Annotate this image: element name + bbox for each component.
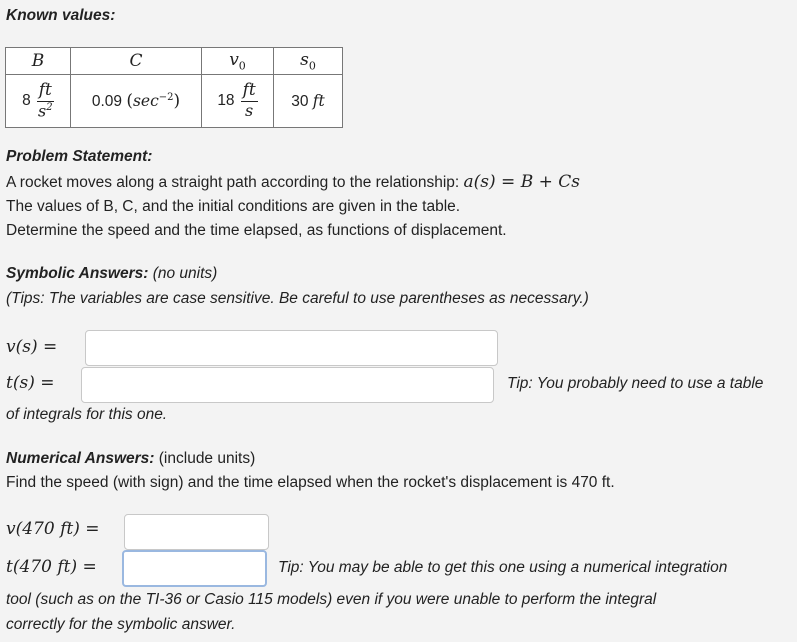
v-470-label: v(470 ft) = [6, 519, 100, 539]
v-470-input[interactable] [124, 514, 269, 550]
known-values-heading: Known values: [6, 7, 116, 24]
t-of-s-label: t(s) = [6, 373, 55, 393]
problem-line-2: The values of B, C, and the initial conditions are given in the table. [6, 198, 461, 215]
known-values-table [5, 47, 343, 128]
t-of-s-input[interactable] [81, 367, 494, 403]
header-b: B [6, 48, 71, 75]
v-of-s-label: v(s) = [6, 337, 58, 357]
value-s0: 30 ft [274, 75, 343, 128]
t-470-input[interactable] [122, 550, 267, 587]
numerical-tip-line-3: correctly for the symbolic answer. [6, 616, 236, 633]
numerical-tip-line-1: Tip: You may be able to get this one using a numerical integration [278, 559, 728, 576]
problem-line-3: Determine the speed and the time elapsed, as functions of displacement. [6, 222, 507, 239]
numerical-heading: Numerical Answers: (include units) [6, 450, 256, 467]
problem-heading: Problem Statement: [6, 148, 153, 165]
t-470-label: t(470 ft) = [6, 557, 97, 577]
symbolic-heading: Symbolic Answers: (no units) [6, 265, 218, 282]
symbolic-tips: (Tips: The variables are case sensitive. Be careful to use parentheses as necessary.) [6, 290, 589, 307]
problem-line-1: A rocket moves along a straight path according to the relationship: a(s) = B + Cs [6, 172, 580, 192]
header-v0: $v_0$ [202, 48, 274, 75]
value-c: 0.09 $(\sec^{-2})$ [71, 75, 202, 128]
numerical-instruction: Find the speed (with sign) and the time elapsed when the rocket's displacement is 470 ft. [6, 474, 615, 491]
value-v0: 18 $\frac{ft}{s}$ [202, 75, 274, 128]
relationship-equation: a(s) = B + Cs [463, 172, 580, 192]
numerical-tip-line-2: tool (such as on the TI-36 or Casio 115 models) even if you were unable to perform the integral [6, 591, 657, 608]
t-of-s-tip-continued: of integrals for this one. [6, 406, 168, 423]
v-of-s-input[interactable] [85, 330, 498, 366]
value-b: 8 $\frac{ft}{s^2}$ [6, 75, 71, 128]
header-c: C [71, 48, 202, 75]
t-of-s-tip: Tip: You probably need to use a table [507, 375, 764, 392]
header-s0: $s_0$ [274, 48, 343, 75]
